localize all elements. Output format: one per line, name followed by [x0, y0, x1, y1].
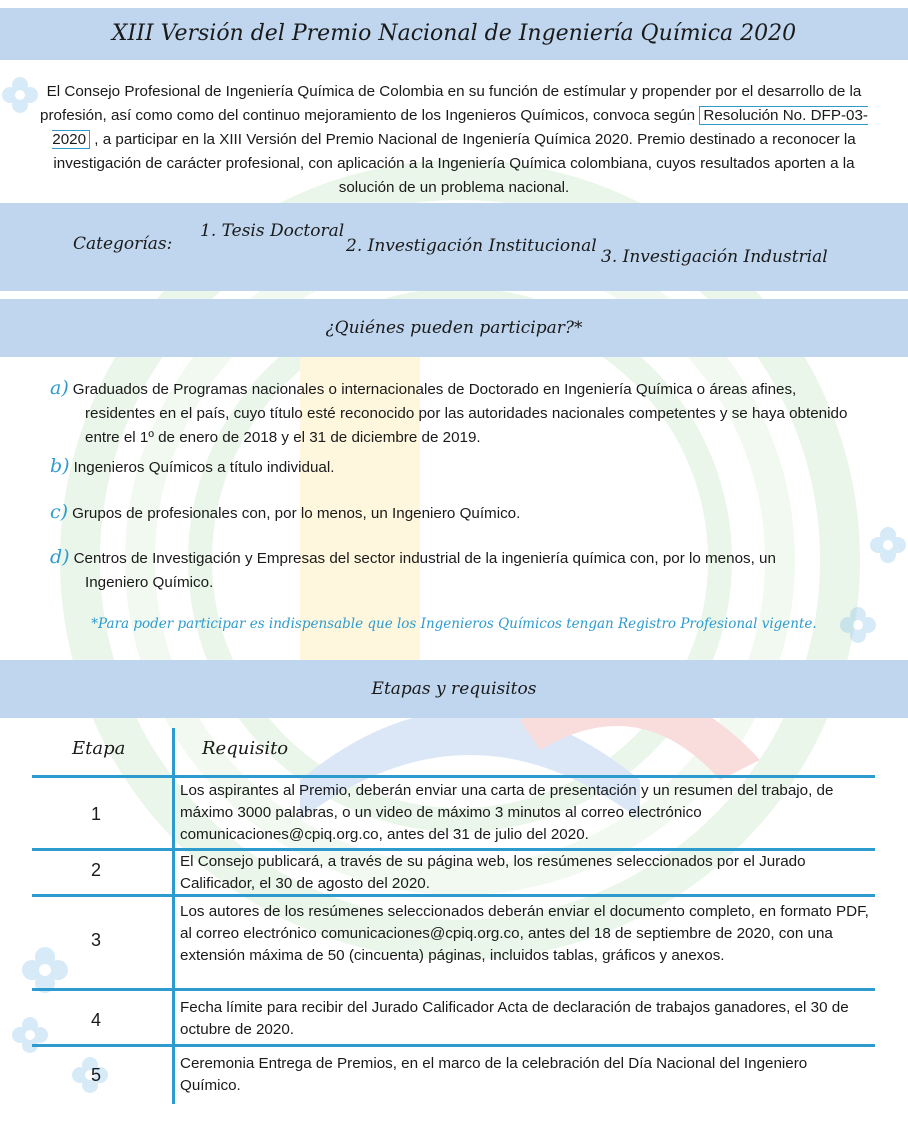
- flower-icon: [868, 525, 908, 565]
- category-item: 2. Investigación Institucional: [346, 236, 597, 256]
- stage-requirement: Fecha límite para recibir del Jurado Calificador Acta de declaración de trabajos ganadores, el 30 de octubre de 2020.: [180, 999, 849, 1038]
- table-row-divider: [32, 775, 875, 778]
- list-text-cont: Ingeniero Químico.: [85, 574, 214, 591]
- stages-title: Etapas y requisitos: [371, 679, 537, 699]
- list-letter: a): [50, 377, 69, 399]
- list-item: [50, 454, 870, 480]
- table-row-divider: [32, 1044, 875, 1047]
- category-item: 1. Tesis Doctoral: [200, 221, 345, 241]
- list-text: Ingenieros Químicos a título individual.: [73, 459, 335, 476]
- categories-label: Categorías:: [73, 234, 173, 254]
- list-text: Centros de Investigación y Empresas del sector industrial de la ingeniería química con, por lo menos, un: [73, 550, 776, 567]
- page-title: XIII Versión del Premio Nacional de Ingeniería Química 2020: [111, 21, 797, 46]
- col-header-requirement: Requisito: [202, 738, 289, 759]
- list-item: [50, 500, 870, 526]
- list-letter: c): [50, 501, 69, 523]
- stage-number: 3: [90, 930, 101, 950]
- stage-requirement: Ceremonia Entrega de Premios, en el marco de la celebración del Día Nacional del Ingeniero Químico.: [180, 1055, 808, 1094]
- stage-number: 4: [90, 1010, 101, 1030]
- intro-text-rest: , a participar en la XIII Versión del Premio Nacional de Ingeniería Química 2020. Premio destinado a reconocer la investigación de carácter profesional, con aplicación a la Ingeniería Química colombiana, cuyos resultados aporten a la solución de un problema nacional.: [53, 131, 856, 196]
- stage-number: 1: [90, 804, 101, 824]
- stage-number: 2: [90, 860, 101, 880]
- table-row-divider: [32, 988, 875, 991]
- list-text: Grupos de profesionales con, por lo menos, un Ingeniero Químico.: [72, 505, 521, 522]
- list-letter: d): [50, 546, 70, 568]
- flower-icon: [10, 1015, 50, 1055]
- list-text-cont: residentes en el país, cuyo título esté reconocido por las autoridades nacionales competentes y se haya obtenido entre el 1º de enero de 2018 y el 31 de diciembre de 2019.: [85, 405, 848, 446]
- resolution-link[interactable]: Resolución No. DFP-03-2020: [52, 107, 868, 148]
- intro-paragraph: [30, 80, 878, 200]
- list-letter: b): [50, 455, 70, 477]
- intro-text: El Consejo Profesional de Ingeniería Química de Colombia en su función de estímular y propender por el desarrollo de la profesión, así como como del continuo mejoramiento de los Ingenieros Químicos, convoca según: [40, 83, 862, 124]
- participants-title: ¿Quiénes pueden participar?*: [325, 318, 583, 338]
- stage-number: 5: [90, 1065, 101, 1085]
- stage-requirement: El Consejo publicará, a través de su página web, los resúmenes seleccionados por el Jurado Calificador, el 30 de agosto del 2020.: [180, 853, 806, 892]
- list-item: [50, 545, 870, 595]
- stage-requirement: Los autores de los resúmenes seleccionados deberán enviar el documento completo, en formato PDF, al correo electrónico comunicaciones@cpiq.org.co, antes del 18 de septiembre de 2020, con una extensión máxima de 50 (cincuenta) páginas, incluidos tablas, gráficos y anexos.: [180, 903, 869, 964]
- category-item: 3. Investigación Industrial: [601, 247, 828, 267]
- stage-requirement: Los aspirantes al Premio, deberán enviar una carta de presentación y un resumen del trabajo, de máximo 3000 palabras, o un video de máximo 3 minutos al correo electrónico comunicaciones@cpiq.org.co, antes del 31 de julio del 2020.: [180, 782, 834, 843]
- list-item: [50, 376, 870, 450]
- table-column-divider: [172, 728, 175, 1104]
- list-text: Graduados de Programas nacionales o internacionales de Doctorado en Ingeniería Química o áreas afines,: [72, 381, 797, 398]
- participants-note: *Para poder participar es indispensable que los Ingenieros Químicos tengan Registro Profesional vigente.: [91, 616, 817, 632]
- col-header-stage: Etapa: [72, 738, 126, 759]
